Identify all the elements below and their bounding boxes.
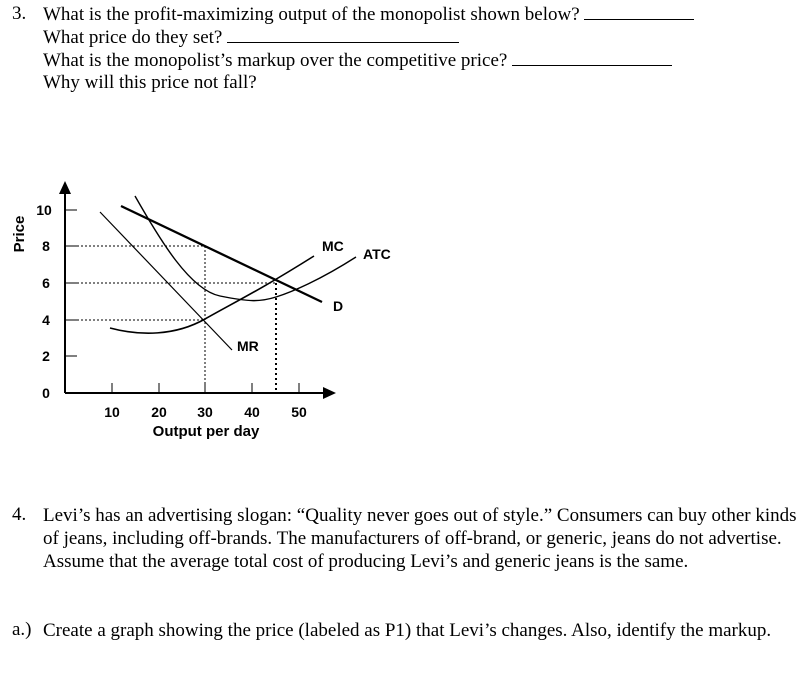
marginal-revenue-curve [100,212,232,350]
y-tick-label: 4 [42,312,50,328]
x-tick-label: 50 [291,404,307,420]
curve-labels [237,238,391,354]
mc-label: MC [322,238,344,254]
y-axis-arrow-icon [59,181,71,194]
answer-blank-price[interactable] [227,26,459,43]
x-axis-title: Output per day [152,423,260,440]
answer-blank-output[interactable] [584,3,694,20]
question-4 [12,504,802,573]
y-tick-label: 0 [42,385,50,401]
reference-lines [65,246,276,393]
question-text: Create a graph showing the price (labeled as P1) that Levi’s changes. Also, identify the markup. [43,620,772,641]
x-tick-label: 30 [197,404,213,420]
x-tick-label: 40 [244,404,260,420]
question-text: What is the profit-maximizing output of the monopolist shown below? [43,4,580,25]
question-4a [12,619,802,642]
x-tick-labels [104,404,307,420]
atc-label: ATC [363,246,391,262]
y-tick-label: 10 [36,202,52,218]
question-number: 4. [12,504,27,525]
d-label: D [333,298,344,314]
question-text: What is the monopolist’s markup over the competitive price? [43,50,508,71]
monopoly-cost-revenue-chart [0,180,420,445]
question-number: 3. [12,3,27,24]
demand-curve [121,206,322,302]
question-3 [12,3,694,94]
y-tick-labels [36,202,52,401]
y-tick-label: 8 [42,238,50,254]
mr-label: MR [237,338,259,354]
y-axis-title: Price [11,215,28,253]
answer-blank-markup[interactable] [512,49,672,66]
x-axis-arrow-icon [323,387,336,399]
question-text: Why will this price not fall? [43,72,257,93]
x-tick-label: 10 [104,404,120,420]
question-text: Levi’s has an advertising slogan: “Quality never goes out of style.” Consumers can buy other kinds of jeans, including off-brands. The manufacturers of off-brand, or generic, jeans do not advertise. Assume that the average total cost of producing Levi’s and generic jeans is the same. [43,505,797,572]
x-tick-label: 20 [151,404,167,420]
y-tick-label: 6 [42,275,50,291]
question-text: What price do they set? [43,27,223,48]
question-number: a.) [12,619,32,640]
y-tick-label: 2 [42,348,50,364]
